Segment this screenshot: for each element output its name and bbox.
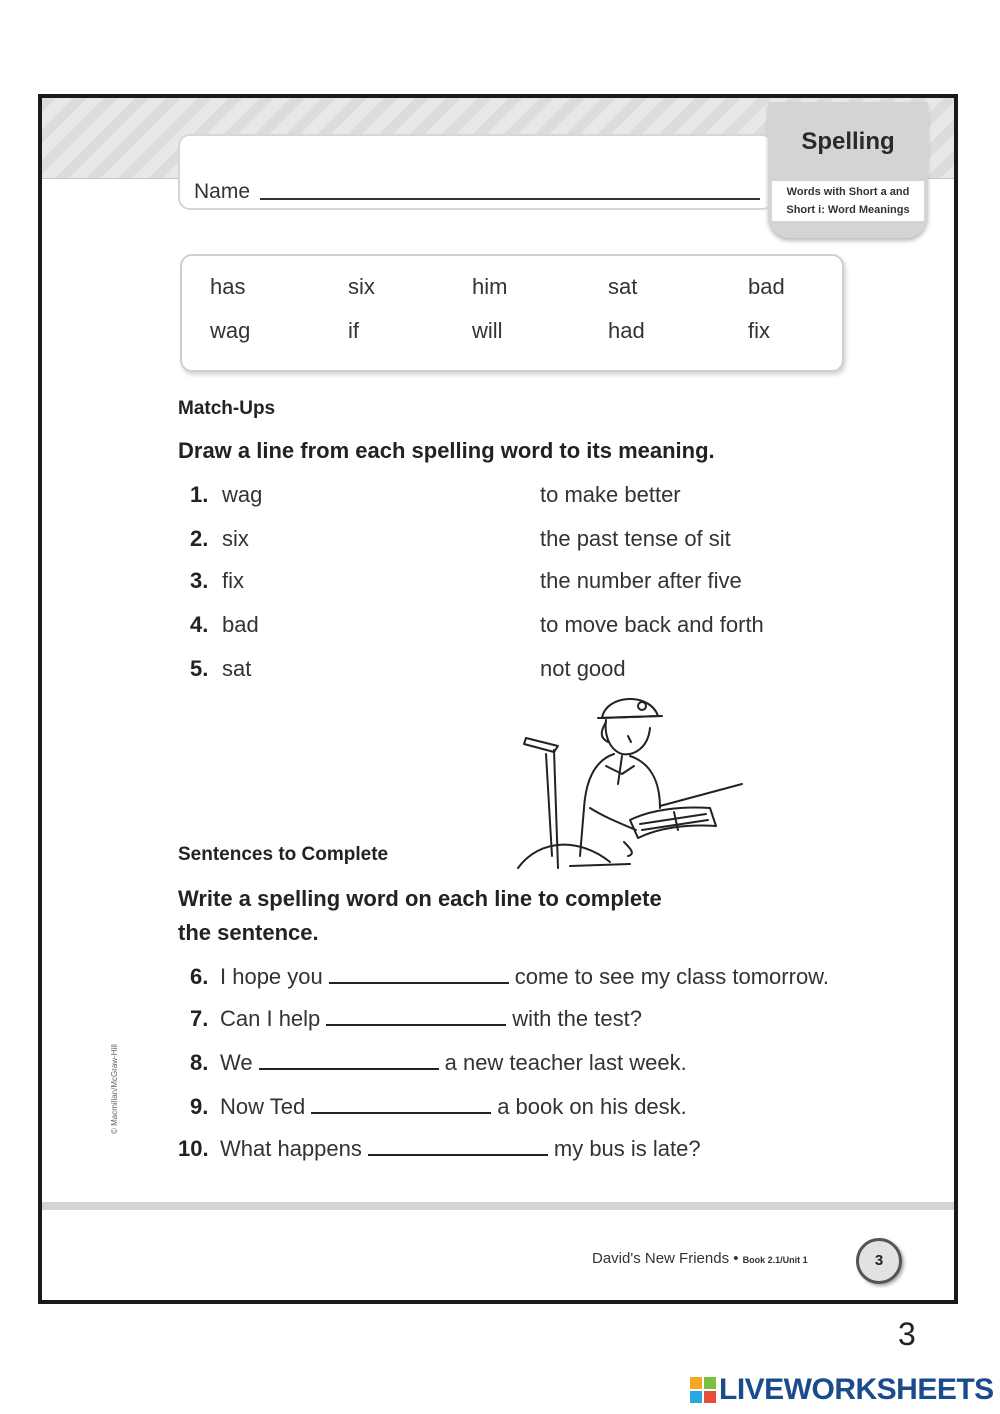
item-number: 9. (190, 1094, 209, 1119)
word-list-item: wag (210, 318, 251, 343)
match-word: sat (222, 656, 252, 681)
boy-reading-illustration (510, 688, 750, 878)
item-number: 5. (190, 656, 209, 681)
item-number: 6. (190, 964, 209, 989)
sentence-item (178, 1136, 701, 1162)
match-ups-instruction: Draw a line from each spelling word to its meaning. (178, 438, 715, 463)
sentence-after: a new teacher last week. (444, 1050, 687, 1075)
item-number: 10. (178, 1136, 209, 1161)
spelling-tab (768, 102, 928, 238)
sentence-item (190, 1094, 687, 1120)
word-list-item: bad (748, 274, 785, 299)
sentence-item (190, 1050, 687, 1076)
word-list-item: six (348, 274, 375, 299)
answer-blank[interactable] (311, 1094, 491, 1114)
footer-bullet: • (733, 1250, 743, 1267)
match-meaning[interactable]: the past tense of sit (540, 526, 731, 551)
sentence-after: my bus is late? (553, 1136, 701, 1161)
liveworksheets-wordmark: LIVEWORKSHEETS (719, 1373, 994, 1406)
sentence-before: We (220, 1050, 253, 1075)
sentence-after: come to see my class tomorrow. (514, 964, 829, 989)
sentence-item (190, 964, 829, 990)
spelling-subtitle-line1: Words with Short a and (786, 186, 910, 198)
sentences-instruction-line2: the sentence. (178, 920, 319, 945)
word-list-item: fix (748, 318, 770, 343)
word-list-item: him (472, 274, 508, 299)
match-item[interactable] (190, 526, 249, 552)
item-number: 2. (190, 526, 209, 551)
name-input-line[interactable] (260, 198, 760, 200)
answer-blank[interactable] (368, 1136, 548, 1156)
match-item[interactable] (190, 612, 259, 638)
word-list-item: has (210, 274, 246, 299)
sentence-before: Now Ted (220, 1094, 306, 1119)
spelling-title: Spelling (801, 128, 895, 155)
word-list-item: if (348, 318, 359, 343)
item-number: 1. (190, 482, 209, 507)
match-word: six (222, 526, 249, 551)
item-number: 8. (190, 1050, 209, 1075)
name-box (178, 134, 774, 210)
sentence-before: What happens (220, 1136, 362, 1161)
copyright-credit: © Macmillan/McGraw-Hill (110, 1044, 119, 1134)
spelling-subtitle (772, 181, 924, 221)
page-number-badge: 3 (856, 1238, 902, 1284)
answer-blank[interactable] (329, 964, 509, 984)
match-item[interactable] (190, 568, 244, 594)
match-meaning[interactable]: to move back and forth (540, 612, 764, 637)
name-label: Name (194, 180, 251, 203)
item-number: 3. (190, 568, 209, 593)
outer-page-number: 3 (898, 1316, 916, 1352)
sentence-before: Can I help (220, 1006, 321, 1031)
answer-blank[interactable] (259, 1050, 439, 1070)
footer-text (592, 1250, 808, 1267)
match-item[interactable] (190, 656, 251, 682)
footer-band (42, 1202, 954, 1210)
footer-story: David's New Friends (592, 1250, 730, 1267)
sentence-item (190, 1006, 642, 1032)
word-list-item: will (472, 318, 503, 343)
footer-book: Book 2.1/Unit 1 (742, 1255, 808, 1265)
item-number: 7. (190, 1006, 209, 1031)
sentences-heading: Sentences to Complete (178, 844, 389, 865)
match-word: wag (222, 482, 263, 507)
match-ups-heading: Match-Ups (178, 398, 276, 419)
match-meaning[interactable]: the number after five (540, 568, 742, 593)
word-list-item: had (608, 318, 645, 343)
match-word: bad (222, 612, 259, 637)
match-item[interactable] (190, 482, 262, 508)
word-list-item: sat (608, 274, 638, 299)
match-meaning[interactable]: to make better (540, 482, 681, 507)
liveworksheets-brand[interactable] (690, 1372, 994, 1408)
liveworksheets-logo-icon (690, 1377, 716, 1403)
spelling-subtitle-line2: Short i: Word Meanings (786, 204, 910, 216)
spelling-word-box (180, 254, 844, 372)
sentences-instruction-line1: Write a spelling word on each line to complete (178, 886, 662, 911)
sentence-after: a book on his desk. (497, 1094, 687, 1119)
match-word: fix (222, 568, 244, 593)
match-meaning[interactable]: not good (540, 656, 626, 681)
sentence-after: with the test? (512, 1006, 642, 1031)
answer-blank[interactable] (326, 1006, 506, 1026)
worksheet-page (38, 94, 958, 1304)
item-number: 4. (190, 612, 209, 637)
sentence-before: I hope you (220, 964, 323, 989)
